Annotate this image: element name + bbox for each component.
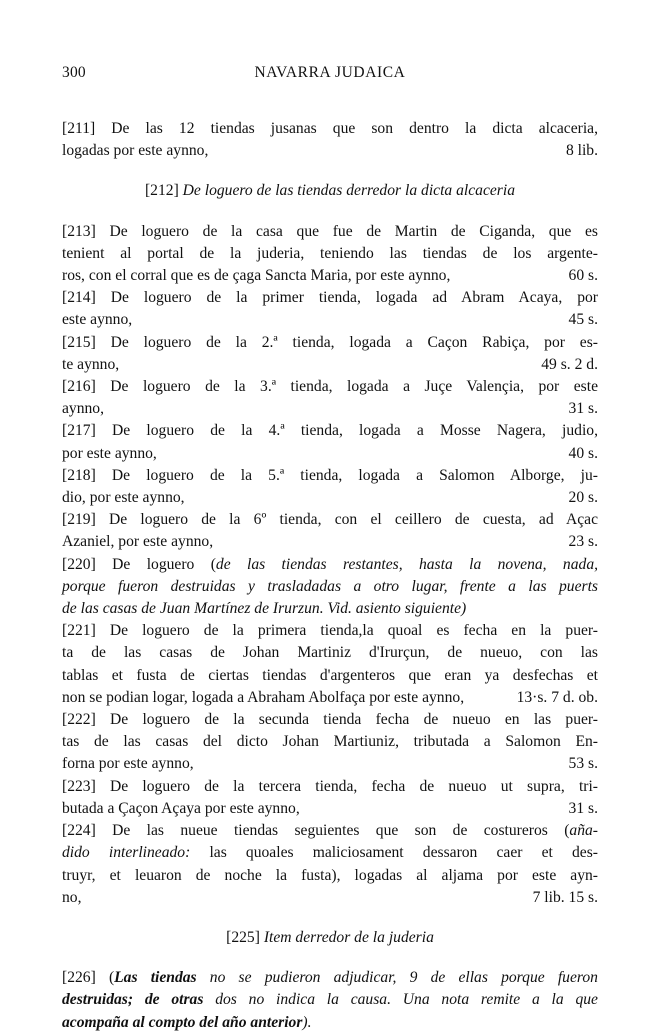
entry-line: [62, 265, 598, 287]
entry-text: ros, con el corral que es de çaga Sancta Maria, por este aynno,: [62, 267, 451, 285]
entry-217: [62, 420, 598, 464]
entry-line: [214] De loguero de la primer tienda, logada ad Abram Acaya, por: [62, 289, 598, 307]
entry-amount: 40 s.: [568, 444, 598, 462]
entry-line: [62, 443, 598, 465]
entry-220: [62, 554, 598, 621]
entry-text: este aynno,: [62, 311, 133, 329]
editorial-note: dos no indica la causa. Una nota remite a la que: [203, 991, 598, 1009]
entry-line: [62, 798, 598, 820]
entry-text: Azaniel, por este aynno,: [62, 533, 214, 551]
entry-amount: 31 s.: [568, 400, 598, 418]
entry-line: [62, 398, 598, 420]
entry-223: [62, 776, 598, 820]
entry-line: [62, 967, 598, 989]
page: [62, 64, 598, 1034]
entry-line: [223] De loguero de la tercera tienda, fecha de nueuo ut supra, tri-: [62, 777, 598, 795]
entry-221: [62, 620, 598, 709]
entry-line: [215] De loguero de la 2.ª tienda, logada a Caçon Rabiça, por es-: [62, 333, 598, 351]
entry-amount: 13·s. 7 d. ob.: [516, 688, 598, 706]
editorial-note: de las tiendas restantes, hasta la novena, nada,: [215, 555, 599, 573]
entry-text: [226] (: [62, 969, 115, 987]
entry-text: te aynno,: [62, 355, 120, 373]
body-text: [62, 118, 598, 1034]
entry-line: [62, 531, 598, 553]
entry-text: non se podian logar, logada a Abraham Abolfaça por este aynno,: [62, 688, 465, 706]
entry-amount: 20 s.: [568, 489, 598, 507]
entry-214: [62, 287, 598, 331]
entry-text: aynno,: [62, 400, 105, 418]
entry-213: [62, 221, 598, 288]
entry-amount: 45 s.: [568, 311, 598, 329]
entry-line: [62, 887, 598, 909]
section-heading-212: [62, 180, 598, 202]
entry-line: [221] De loguero de la primera tienda,la quoal es fecha en la puer-: [62, 622, 598, 640]
entry-text: forna por este aynno,: [62, 755, 194, 773]
entry-line: tenient al portal de la juderia, teniendo las tiendas de los argente-: [62, 244, 598, 262]
entry-224: [62, 820, 598, 909]
entry-line: tas de las casas del dicto Johan Martiuniz, tributada a Salomon En-: [62, 733, 598, 751]
editorial-note: de las casas de Juan Martínez de Irurzun. Vid. asiento siguiente): [62, 600, 467, 618]
entry-line: [62, 140, 598, 162]
editorial-note: ).: [302, 1013, 312, 1031]
entry-amount: 53 s.: [568, 755, 598, 773]
entry-text: dio, por este aynno,: [62, 489, 185, 507]
entry-line: [62, 842, 598, 864]
editorial-note-bold: Las tiendas: [114, 969, 197, 987]
entry-amount: 49 s. 2 d.: [541, 355, 598, 373]
entry-line: [62, 309, 598, 331]
entry-line: [218] De loguero de la 5.ª tienda, logada a Salomon Alborge, ju-: [62, 466, 598, 484]
entry-line: [219] De loguero de la 6º tienda, con el ceillero de cuesta, ad Açac: [62, 511, 598, 529]
entry-text: butada a Çaçon Açaya por este aynno,: [62, 799, 300, 817]
entry-219: [62, 509, 598, 553]
entry-line: [216] De loguero de la 3.ª tienda, logada a Juçe Valençia, por este: [62, 378, 598, 396]
editorial-note: dido interlineado:: [62, 844, 191, 862]
entry-215: [62, 332, 598, 376]
entry-line: [62, 989, 598, 1011]
entry-amount: 31 s.: [568, 799, 598, 817]
entry-line: [213] De loguero de la casa que fue de Martin de Ciganda, que es: [62, 222, 598, 240]
entry-line: [62, 1012, 598, 1034]
entry-line: [62, 687, 598, 709]
entry-text: [224] De las nueue tiendas seguientes que son de costureros (: [62, 822, 570, 840]
entry-216: [62, 376, 598, 420]
entry-text: [220] De loguero (: [62, 555, 216, 573]
editorial-note: no se pudieron adjudicar, 9 de ellas porque fueron: [196, 969, 598, 987]
entry-line: [62, 753, 598, 775]
heading-number: [212]: [144, 182, 179, 200]
entry-text: las quoales maliciosament dessaron caer et des-: [190, 844, 598, 862]
entry-line: [62, 554, 598, 576]
section-heading-225: [62, 927, 598, 949]
entry-amount: 23 s.: [568, 533, 598, 551]
entry-line: tablas et fusta de ciertas tiendas d'argenteros que eran ya desfechas et: [62, 666, 598, 684]
entry-226: [62, 967, 598, 1034]
heading-number: [225]: [226, 928, 260, 946]
running-title: NAVARRA JUDAICA: [254, 64, 406, 81]
page-number: 300: [62, 64, 86, 81]
editorial-note-bold: acompaña al compto del año anterior: [62, 1013, 303, 1031]
editorial-note: porque fueron destruidas y trasladadas a otro lugar, frente a las puerts: [62, 577, 598, 595]
editorial-note: aña-: [569, 822, 598, 840]
editorial-note-bold: destruidas; de otras: [62, 991, 204, 1009]
entry-line: [217] De loguero de la 4.ª tienda, logada a Mosse Nagera, judio,: [62, 422, 598, 440]
entry-211: [62, 118, 598, 162]
entry-amount: 60 s.: [568, 267, 598, 285]
entry-222: [62, 709, 598, 776]
entry-text: no,: [62, 888, 82, 906]
heading-text: De loguero de las tiendas derredor la dicta alcaceria: [182, 182, 515, 200]
entry-line: ta de las casas de Johan Martiniz d'Irurçun, de nueuo, con las: [62, 644, 598, 662]
heading-text: Item derredor de la juderia: [263, 928, 434, 946]
entry-line: truyr, et leuaron de noche la fusta), logadas al aljama por este ayn-: [62, 866, 598, 884]
entry-line: [222] De loguero de la secunda tienda fecha de nueuo en las puer-: [62, 711, 598, 729]
entry-line: [62, 820, 598, 842]
entry-amount: 8 lib.: [565, 142, 598, 160]
entry-amount: 7 lib. 15 s.: [532, 888, 598, 906]
running-head: [62, 64, 598, 88]
entry-text: por este aynno,: [62, 444, 157, 462]
entry-line: [211] De las 12 tiendas jusanas que son dentro la dicta alcaceria,: [62, 120, 598, 137]
entry-text: logadas por este aynno,: [62, 142, 209, 160]
entry-line: [62, 487, 598, 509]
entry-line: [62, 354, 598, 376]
entry-218: [62, 465, 598, 509]
